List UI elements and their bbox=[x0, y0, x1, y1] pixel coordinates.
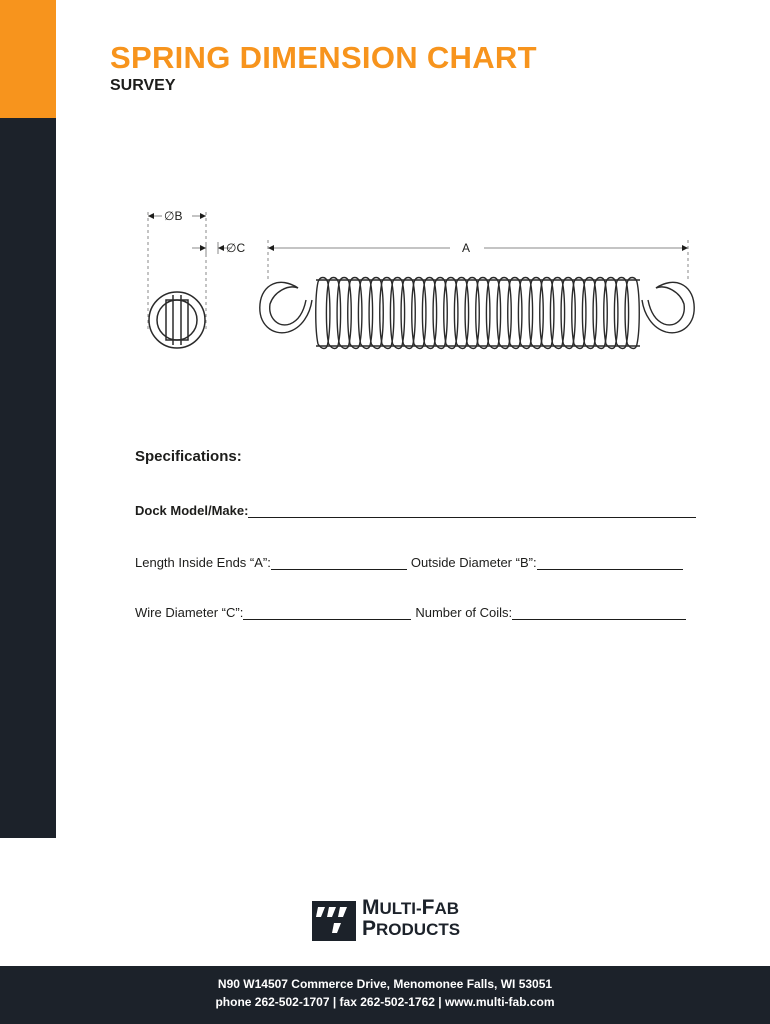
length-outside-row bbox=[135, 555, 687, 570]
dimension-label-c: ∅C bbox=[226, 241, 246, 255]
logo-mark-icon bbox=[312, 901, 356, 941]
dimension-label-b: ∅B bbox=[164, 209, 183, 223]
wire-diameter-field[interactable] bbox=[243, 606, 411, 620]
length-inside-ends-field[interactable] bbox=[271, 556, 407, 570]
dock-model-label: Dock Model/Make: bbox=[135, 503, 249, 518]
logo-cap-p: P bbox=[362, 917, 377, 940]
outside-diameter-field[interactable] bbox=[537, 556, 683, 570]
footer-bar bbox=[0, 966, 770, 1024]
sidebar-accent-dark bbox=[0, 118, 56, 838]
footer-contact: phone 262-502-1707 | fax 262-502-1762 | www.multi-fab.com bbox=[215, 995, 555, 1009]
spring-side-view bbox=[260, 278, 694, 349]
logo-cap-f: F bbox=[421, 896, 435, 919]
number-of-coils-label: Number of Coils: bbox=[415, 605, 513, 620]
wire-coils-row bbox=[135, 605, 690, 620]
company-logo bbox=[312, 898, 462, 944]
spring-end-view bbox=[149, 292, 205, 348]
sidebar-accent-orange bbox=[0, 0, 56, 118]
page-title: SPRING DIMENSION CHART bbox=[110, 40, 537, 75]
logo-cap-m: M bbox=[362, 896, 380, 919]
dock-model-field[interactable] bbox=[248, 504, 696, 518]
dimension-label-a: A bbox=[462, 241, 471, 255]
outside-diameter-label: Outside Diameter “B”: bbox=[410, 555, 537, 570]
specifications-heading: Specifications: bbox=[135, 448, 242, 465]
page-subtitle: SURVEY bbox=[110, 77, 176, 94]
footer-address: N90 W14507 Commerce Drive, Menomonee Falls, WI 53051 bbox=[217, 977, 553, 991]
wire-diameter-label: Wire Diameter “C”: bbox=[135, 605, 244, 620]
logo-text-ab: AB bbox=[434, 899, 460, 918]
logo-text-roducts: RODUCTS bbox=[376, 920, 461, 939]
spring-diagram bbox=[140, 200, 700, 370]
number-of-coils-field[interactable] bbox=[512, 606, 686, 620]
dock-model-row bbox=[135, 503, 700, 518]
logo-text-ulti: ULTI- bbox=[379, 899, 422, 918]
length-inside-ends-label: Length Inside Ends “A”: bbox=[135, 555, 271, 570]
